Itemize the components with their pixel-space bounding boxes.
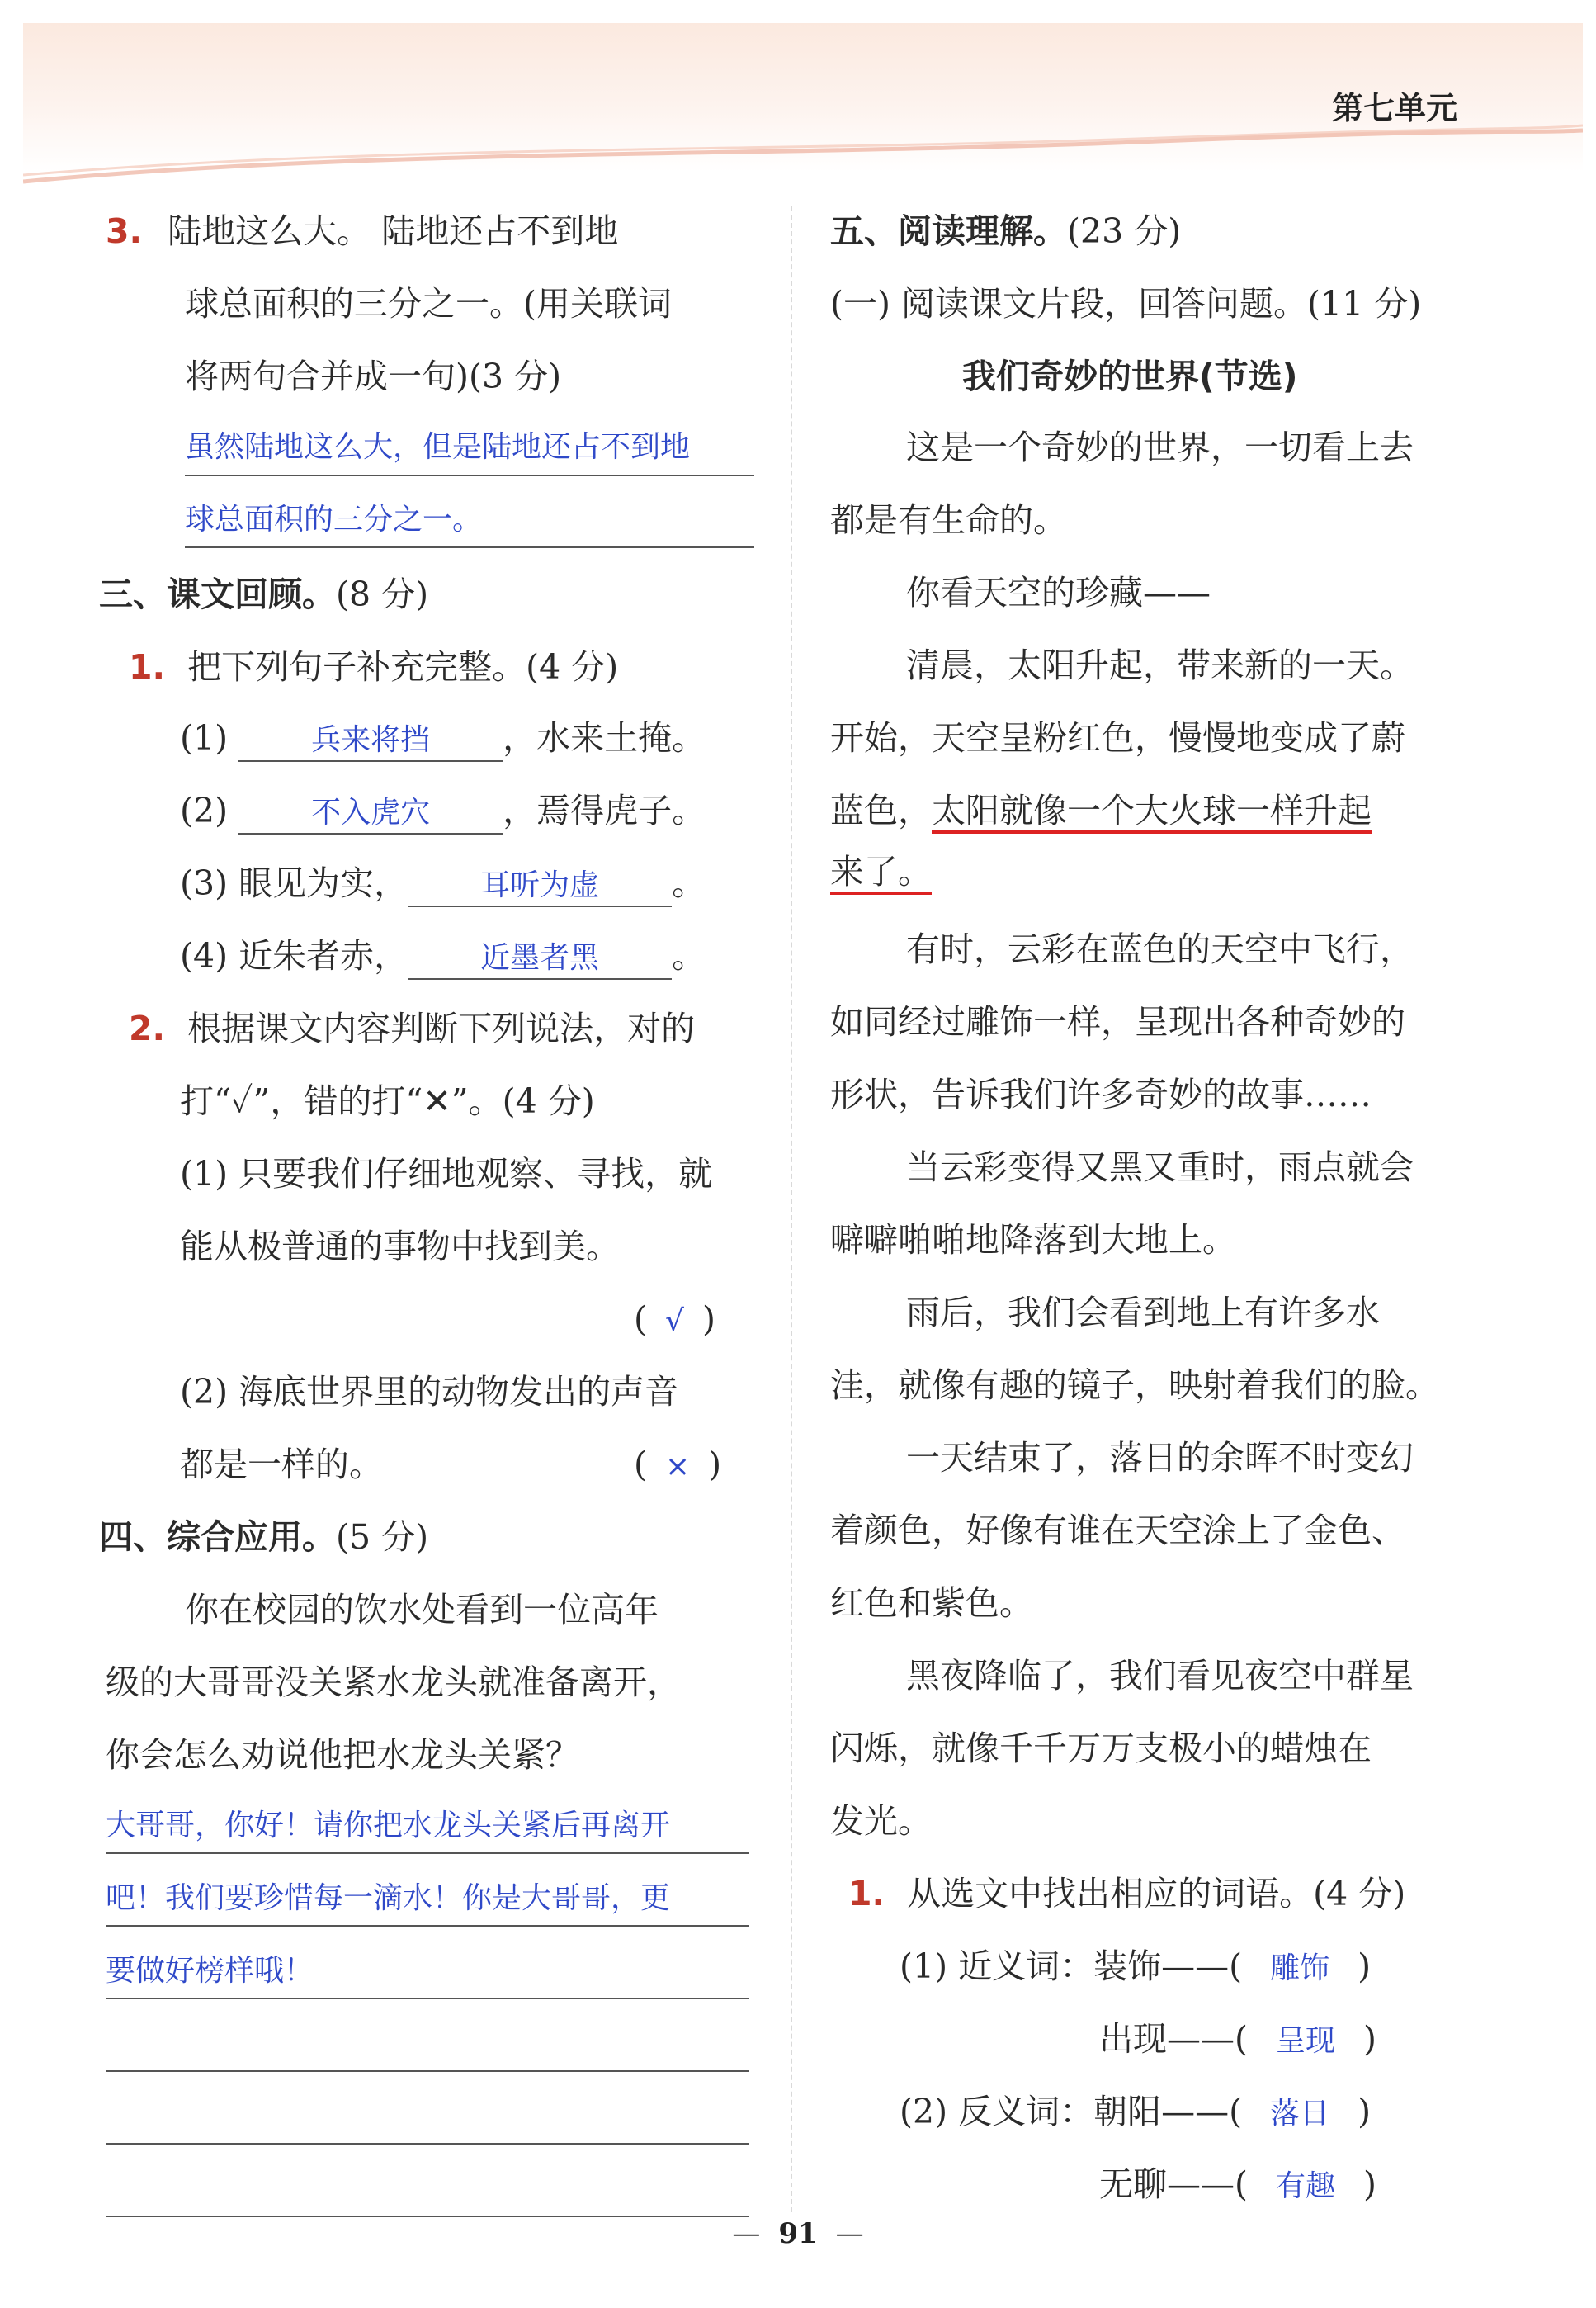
q3-line3: 将两句合并成一句)(3 分): [185, 357, 562, 396]
passage-p3b: 开始，天空呈粉红色，慢慢地变成了蔚: [830, 718, 1405, 758]
passage-p8b: 闪烁，就像千千万万支极小的蜡烛在: [830, 1729, 1372, 1768]
r-q1-syn1: (1) 近义词：装饰——( 雕饰 ): [900, 1946, 1372, 1986]
q3-line2: 球总面积的三分之一。(用关联词: [185, 284, 672, 324]
r-q1-syn2: 出现——( 呈现 ): [1099, 2019, 1376, 2059]
q3-line1: 3. 陆地这么大。 陆地还占不到地: [106, 211, 619, 251]
passage-p6b: 洼，就像有趣的镜子，映射着我们的脸。: [830, 1365, 1439, 1405]
r-q1-ant2: 无聊——( 有趣 ): [1099, 2164, 1376, 2204]
passage-p8c: 发光。: [830, 1801, 932, 1841]
header-swoosh: [23, 124, 1583, 190]
s3-q2-item1-line2: 能从极普通的事物中找到美。: [180, 1227, 620, 1266]
answer-line: [185, 475, 754, 476]
answer-line: [106, 1852, 749, 1854]
passage-p1a: 这是一个奇妙的世界，一切看上去: [906, 428, 1414, 467]
s3-q2-line1: 2. 根据课文内容判断下列说法，对的: [129, 1009, 696, 1048]
s3-q1-item4: (4) 近朱者赤， 近墨者黑 。: [180, 931, 706, 981]
q3-number: 3.: [106, 211, 143, 251]
answer-line: [106, 2070, 749, 2072]
passage-p6a: 雨后，我们会看到地上有许多水: [906, 1293, 1380, 1332]
answer-line: [106, 1998, 749, 1999]
passage-p3d: [830, 847, 932, 896]
s3-q1-item2: (2) 不入虎穴 ，焉得虎子。: [180, 786, 706, 835]
passage-p5b: 噼噼啪啪地降落到大地上。: [830, 1220, 1236, 1260]
s4-answer1: 大哥哥，你好！请你把水龙头关紧后再离开: [106, 1809, 671, 1842]
s4-answer3: 要做好榜样哦！: [106, 1954, 314, 1988]
s3-q2-item2-answer: ( × ): [634, 1445, 722, 1484]
s3-q1-item1: (1) 兵来将挡 ，水来土掩。: [180, 713, 706, 763]
underlined-sentence-end: 来了。: [830, 852, 932, 895]
answer-line: [185, 546, 754, 548]
column-divider: [791, 206, 792, 2212]
s3-q1-item3: (3) 眼见为实， 耳听为虚 。: [180, 858, 706, 908]
answer-line: [106, 2143, 749, 2145]
s4-line2: 级的大哥哥没关紧水龙头就准备离开，: [106, 1662, 681, 1702]
section4-heading: 四、综合应用。(5 分): [99, 1517, 429, 1557]
passage-p7b: 着颜色，好像有谁在天空涂上了金色、: [830, 1511, 1405, 1550]
answer-line: [106, 1925, 749, 1927]
passage-p4c: 形状，告诉我们许多奇妙的故事……: [830, 1075, 1372, 1114]
s3-q2-item2-line1: (2) 海底世界里的动物发出的声音: [180, 1372, 679, 1412]
passage-p3c: 蓝色，太阳就像一个大火球一样升起: [830, 786, 1372, 835]
q3-answer1: 虽然陆地这么大，但是陆地还占不到地: [185, 430, 691, 464]
passage-p5a: 当云彩变得又黑又重时，雨点就会: [906, 1147, 1414, 1187]
section3-heading: 三、课文回顾。(8 分): [99, 575, 429, 614]
page-number: — 91 —: [732, 2217, 864, 2250]
underlined-sentence: 太阳就像一个大火球一样升起: [932, 791, 1372, 834]
section5-heading: 五、阅读理解。(23 分): [830, 211, 1182, 251]
r-q1-ant1: (2) 反义词：朝阳——( 落日 ): [900, 2092, 1372, 2131]
s3-q1: 1. 把下列句子补充完整。(4 分): [129, 647, 619, 687]
s4-line1: 你在校园的饮水处看到一位高年: [185, 1590, 659, 1629]
passage-p4b: 如同经过雕饰一样，呈现出各种奇妙的: [830, 1002, 1405, 1042]
passage-p3a: 清晨，太阳升起，带来新的一天。: [906, 646, 1414, 685]
passage-p2: 你看天空的珍藏——: [906, 573, 1211, 612]
s3-q2-item2-line2: 都是一样的。: [180, 1445, 383, 1484]
passage-p7a: 一天结束了，落日的余晖不时变幻: [906, 1438, 1414, 1478]
passage-p8a: 黑夜降临了，我们看见夜空中群星: [906, 1656, 1414, 1696]
passage-title: 我们奇妙的世界(节选): [962, 357, 1298, 396]
q3-answer2: 球总面积的三分之一。: [185, 503, 483, 537]
part1-instruction: (一) 阅读课文片段，回答问题。(11 分): [830, 284, 1422, 324]
s3-q2-item1-answer: ( √ ): [634, 1299, 715, 1339]
passage-p7c: 红色和紫色。: [830, 1583, 1033, 1623]
r-q1: 1. 从选文中找出相应的词语。(4 分): [848, 1874, 1406, 1913]
s3-q2-item1-line1: (1) 只要我们仔细地观察、寻找，就: [180, 1154, 713, 1194]
passage-p4a: 有时，云彩在蓝色的天空中飞行，: [906, 929, 1414, 969]
passage-p1b: 都是有生命的。: [830, 500, 1067, 540]
s4-line3: 你会怎么劝说他把水龙头关紧？: [106, 1735, 579, 1775]
s4-answer2: 吧！我们要珍惜每一滴水！你是大哥哥，更: [106, 1881, 671, 1915]
s3-q2-line2: 打“✓”，错的打“✕”。(4 分): [180, 1081, 595, 1121]
unit-label: 第七单元: [1331, 90, 1457, 126]
